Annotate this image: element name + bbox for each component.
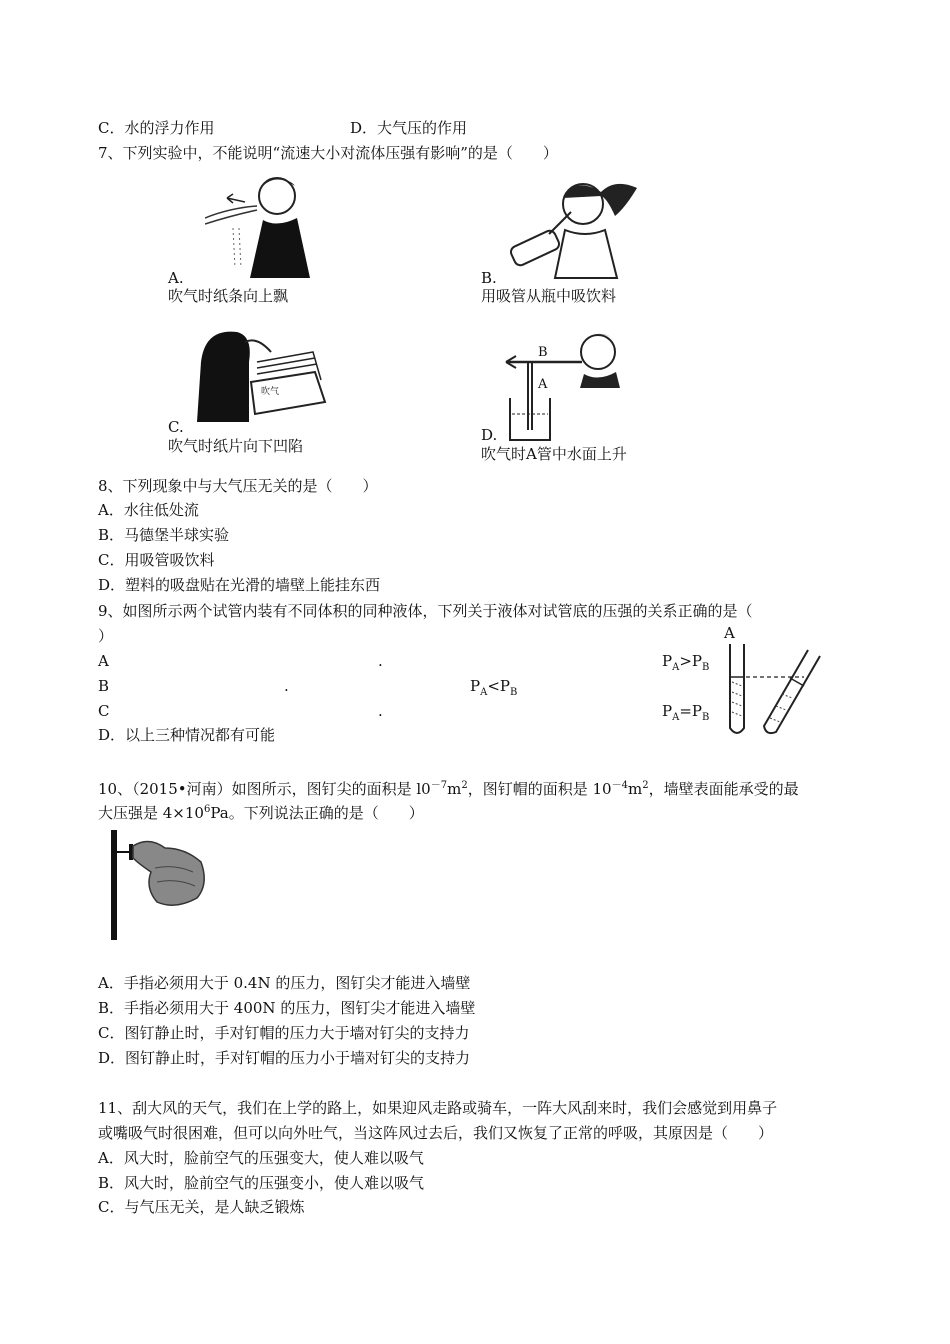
q9-option-b-dot: . [284, 677, 289, 695]
q7-option-d-label: D. [481, 426, 498, 444]
q7-figure-c-label: 吹气 [261, 387, 280, 397]
q9-option-a-value: $P_A>P_B$ [662, 652, 710, 673]
q9-option-c-dot: . [378, 702, 383, 720]
q7-figure-d-atomizer-tube [500, 318, 625, 443]
q9-option-a-label: A [98, 652, 109, 670]
q8-option-a: A．水往低处流 [98, 501, 199, 519]
q9-stem-line2: ） [98, 627, 114, 645]
q10-figure-thumb-pushing-pin [105, 828, 215, 943]
q8-option-d: D．塑料的吸盘贴在光滑的墙壁上能挂东西 [98, 576, 381, 594]
q7-option-a-label: A. [168, 269, 184, 287]
q11-stem-line1: 11、刮大风的天气，我们在上学的路上，如果迎风走路或骑车，一阵大风刮来时，我们会感觉到用鼻子 [98, 1099, 778, 1117]
q10-option-a: A．手指必须用大于 0.4N 的压力，图钉尖才能进入墙壁 [98, 974, 471, 992]
q8-option-b: B．马德堡半球实验 [98, 526, 230, 544]
q10-option-c: C．图钉静止时，手对钉帽的压力大于墙对钉尖的支持力 [98, 1024, 470, 1042]
q9-option-b-value: $P_A<P_B$ [470, 677, 518, 698]
q9-figure-two-test-tubes [720, 622, 830, 742]
q7-option-c-label: C. [168, 418, 184, 436]
q7-option-a-caption: 吹气时纸条向上飘 [168, 287, 289, 305]
q6-option-c: C．水的浮力作用 [98, 119, 215, 137]
q7-figure-d-label-b: B [538, 345, 548, 360]
q9-option-c-label: C [98, 702, 110, 720]
q11-option-a: A．风大时，脸前空气的压强变大，使人难以吸气 [98, 1149, 424, 1167]
q9-option-c-value: $P_A=P_B$ [662, 702, 710, 723]
q11-stem-line2: 或嘴吸气时很困难，但可以向外吐气，当这阵风过去后，我们又恢复了正常的呼吸，其原因是（ ） [98, 1124, 774, 1142]
q9-stem-line1: 9、如图所示两个试管内装有不同体积的同种液体，下列关于液体对试管底的压强的关系正确的是（ [98, 602, 753, 620]
q10-option-d: D．图钉静止时，手对钉帽的压力小于墙对钉尖的支持力 [98, 1049, 471, 1067]
q9-option-d: D．以上三种情况都有可能 [98, 726, 276, 744]
q7-option-d-caption: 吹气时A管中水面上升 [481, 445, 627, 463]
q9-option-b-label: B [98, 677, 110, 695]
q7-stem: 7、下列实验中，不能说明“流速大小对流体压强有影响”的是（ ） [98, 144, 558, 162]
q10-option-b: B．手指必须用大于 400N 的压力，图钉尖才能进入墙壁 [98, 999, 476, 1017]
q8-option-c: C．用吸管吸饮料 [98, 551, 215, 569]
q10-stem-line1: 10、（2015•河南）如图所示，图钉尖的面积是 $l0^{-7}m^2$，图钉帽的面积是 $10^{-4}m^2$，墙壁表面能承受的最 [98, 780, 799, 798]
q9-figure-label-a: A [724, 624, 735, 642]
q7-option-c-caption: 吹气时纸片向下凹陷 [168, 437, 304, 455]
q8-stem: 8、下列现象中与大气压无关的是（ ） [98, 477, 378, 495]
q7-figure-d-label-a: A [538, 377, 548, 392]
q11-option-c: C．与气压无关，是人缺乏锻炼 [98, 1198, 305, 1216]
q7-figure-b-girl-drinking [505, 168, 645, 280]
q7-option-b-caption: 用吸管从瓶中吸饮料 [481, 287, 617, 305]
q11-option-b: B．风大时，脸前空气的压强变小，使人难以吸气 [98, 1174, 425, 1192]
q7-figure-a-boy-blowing-paper [205, 168, 320, 280]
q6-option-d: D．大气压的作用 [350, 119, 468, 137]
q7-figure-c-blowing-under-paper [195, 322, 330, 424]
q10-stem-line2: 大压强是 $4\times 10^6Pa$。下列说法正确的是（ ） [98, 804, 424, 822]
q9-option-a-dot: . [378, 652, 383, 670]
q7-option-b-label: B. [481, 269, 497, 287]
